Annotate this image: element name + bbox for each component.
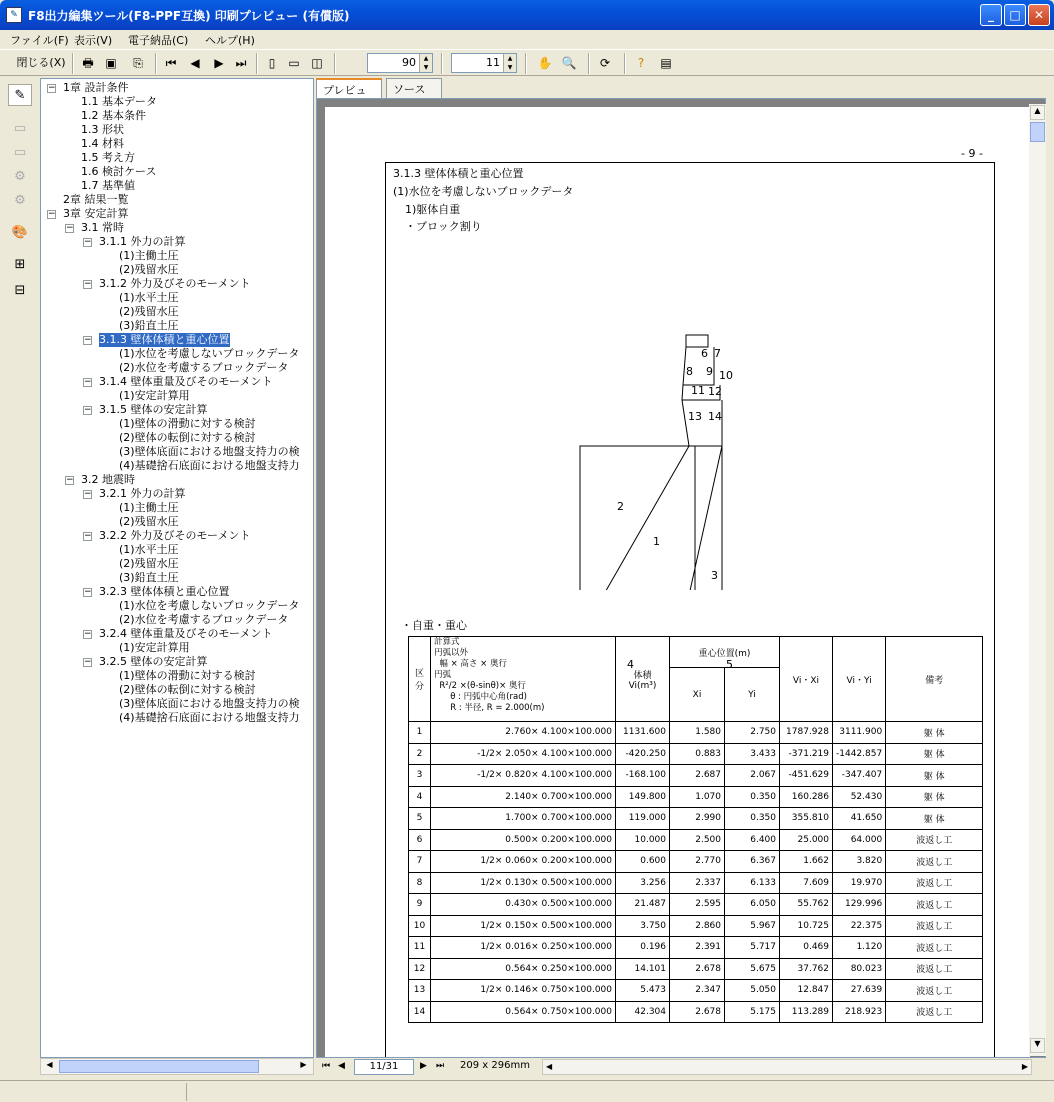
- diagram-label: 9: [706, 365, 713, 378]
- prev-page-icon[interactable]: ◀: [190, 56, 200, 70]
- table-cell: -347.407: [833, 765, 886, 787]
- table-row: [409, 765, 983, 787]
- table-cell: 2.678: [670, 958, 725, 980]
- table-cell: 119.000: [616, 808, 670, 830]
- table-cell: 2.750: [725, 722, 780, 744]
- disabled-tool-icon: ⚙: [14, 193, 26, 208]
- tree-node[interactable]: 3.2 地震時: [81, 473, 135, 486]
- table-cell: 2.687: [670, 765, 725, 787]
- tree-expand-icon[interactable]: ⊟: [14, 283, 26, 298]
- table-cell: 21.487: [616, 894, 670, 916]
- table-cell: 9: [409, 894, 431, 916]
- hand-icon[interactable]: ✋: [537, 56, 553, 70]
- table-cell: 0.469: [780, 937, 833, 959]
- tree-node[interactable]: (1)壁体の滑動に対する検討: [119, 669, 256, 682]
- table-cell: 1/2× 0.146× 0.750×100.000: [431, 980, 616, 1002]
- tree-node[interactable]: 1.3 形状: [81, 123, 124, 136]
- table-cell: 80.023: [833, 958, 886, 980]
- next-page-icon[interactable]: ▶: [420, 1061, 427, 1071]
- tree-node[interactable]: 1.6 検討ケース: [81, 165, 157, 178]
- bullet-weight-center: ・自重・重心: [401, 619, 467, 632]
- tree-collapse-toggle[interactable]: −: [48, 83, 56, 93]
- table-cell: 5.473: [616, 980, 670, 1002]
- diagram-label: 4: [627, 658, 634, 671]
- tree-node[interactable]: (2)水位を考慮するブロックデータ: [119, 613, 289, 626]
- single-page-icon[interactable]: ▯: [268, 56, 276, 70]
- menu-view[interactable]: 表示(V): [74, 34, 113, 47]
- bullet-block-division: ・ブロック割り: [405, 220, 482, 233]
- minimize-button[interactable]: _: [980, 4, 1002, 26]
- table-cell: 1.662: [780, 851, 833, 873]
- table-cell: 4: [409, 786, 431, 808]
- magnify-icon[interactable]: 🔍: [561, 56, 577, 70]
- table-row: [409, 1001, 983, 1023]
- header-note: 備考: [886, 637, 983, 722]
- tree-node[interactable]: (3)鉛直土圧: [119, 571, 179, 584]
- close-window-button[interactable]: ✕: [1028, 4, 1050, 26]
- tree-collapse-toggle[interactable]: −: [84, 587, 92, 597]
- page-width-icon[interactable]: ▭: [288, 56, 300, 70]
- tree-node[interactable]: (1)安定計算用: [119, 389, 190, 402]
- table-cell: 5.717: [725, 937, 780, 959]
- table-cell: 0.350: [725, 786, 780, 808]
- first-page-icon[interactable]: ⏮: [165, 56, 177, 70]
- diagram-label: 5: [726, 658, 733, 671]
- diagram-label: 10: [719, 369, 733, 382]
- tree-node[interactable]: 3章 安定計算: [63, 207, 129, 220]
- tree-node[interactable]: (1)主働土圧: [119, 501, 179, 514]
- print-icon[interactable]: 🖶: [82, 56, 94, 70]
- maximize-button[interactable]: □: [1004, 4, 1026, 26]
- menu-file[interactable]: ファイル(F): [10, 34, 69, 47]
- close-button[interactable]: 閉じる(X): [16, 56, 66, 69]
- table-cell: 55.762: [780, 894, 833, 916]
- tree-node[interactable]: 1.1 基本データ: [81, 95, 157, 108]
- zoom-value: 90: [402, 56, 416, 69]
- table-cell: 5.050: [725, 980, 780, 1002]
- table-cell: 2.500: [670, 829, 725, 851]
- outline-tree: [40, 78, 314, 1058]
- table-cell: 0.196: [616, 937, 670, 959]
- tab-source[interactable]: ソース: [386, 78, 442, 98]
- tree-node[interactable]: 3.2.2 外力及びそのモーメント: [99, 529, 251, 542]
- table-cell: 10: [409, 915, 431, 937]
- menu-bar: [0, 30, 1054, 49]
- prev-page-icon[interactable]: ◀: [338, 1061, 345, 1071]
- formula-line: θ : 円弧中心角(rad): [434, 692, 527, 702]
- tree-node[interactable]: (2)残留水圧: [119, 515, 179, 528]
- tree-collapse-toggle[interactable]: −: [84, 335, 92, 345]
- table-cell: 0.564× 0.250×100.000: [431, 958, 616, 980]
- tree-node[interactable]: (2)残留水圧: [119, 263, 179, 276]
- table-cell: 2.337: [670, 872, 725, 894]
- diagram-label: 7: [714, 347, 721, 360]
- diagram-label: 11: [691, 384, 705, 397]
- table-cell: 躯 体: [886, 808, 983, 830]
- style-icon[interactable]: 🎨: [11, 225, 29, 240]
- tree-collapse-toggle[interactable]: −: [84, 489, 92, 499]
- table-cell: 8: [409, 872, 431, 894]
- tree-node[interactable]: (4)基礎捨石底面における地盤支持力: [119, 459, 300, 472]
- table-row: [409, 872, 983, 894]
- table-cell: 12.847: [780, 980, 833, 1002]
- tree-node[interactable]: (3)鉛直土圧: [119, 319, 179, 332]
- formula-line: R : 半径, R = 2.000(m): [434, 703, 545, 713]
- table-cell: 2.391: [670, 937, 725, 959]
- tree-node[interactable]: 2章 結果一覧: [63, 193, 129, 206]
- table-cell: 2.860: [670, 915, 725, 937]
- table-cell: 3.256: [616, 872, 670, 894]
- table-cell: 10.725: [780, 915, 833, 937]
- window-title: F8出力編集ツール(F8-PPF互換) 印刷プレビュー (有償版): [28, 9, 350, 23]
- header-xi: Xi: [670, 668, 725, 722]
- page-indicator[interactable]: 11/31: [354, 1059, 414, 1075]
- subsection-title: (1)水位を考慮しないブロックデータ: [393, 185, 574, 198]
- table-cell: 7: [409, 851, 431, 873]
- tree-node[interactable]: 3.1.1 外力の計算: [99, 235, 186, 248]
- tree-node[interactable]: (2)壁体の転倒に対する検討: [119, 683, 256, 696]
- table-cell: -451.629: [780, 765, 833, 787]
- table-cell: 波返し工: [886, 851, 983, 873]
- tree-node[interactable]: 1.5 考え方: [81, 151, 135, 164]
- table-cell: 6: [409, 829, 431, 851]
- table-cell: 1/2× 0.150× 0.500×100.000: [431, 915, 616, 937]
- table-cell: 0.430× 0.500×100.000: [431, 894, 616, 916]
- table-cell: 113.289: [780, 1001, 833, 1023]
- table-cell: 19.970: [833, 872, 886, 894]
- tree-collapse-toggle[interactable]: −: [48, 209, 56, 219]
- table-cell: -1/2× 0.820× 4.100×100.000: [431, 765, 616, 787]
- page-navigation: [316, 1058, 1051, 1076]
- tree-node[interactable]: 3.2.4 壁体重量及びそのモーメント: [99, 627, 273, 640]
- tree-node[interactable]: (1)壁体の滑動に対する検討: [119, 417, 256, 430]
- table-cell: 2: [409, 743, 431, 765]
- table-cell: 3.750: [616, 915, 670, 937]
- scroll-right-icon[interactable]: ▶: [1021, 1062, 1028, 1071]
- table-cell: 14: [409, 1001, 431, 1023]
- table-cell: 2.067: [725, 765, 780, 787]
- menu-delivery[interactable]: 電子納品(C): [128, 34, 189, 47]
- volume-label: 体積: [633, 670, 652, 681]
- table-cell: -420.250: [616, 743, 670, 765]
- table-cell: 14.101: [616, 958, 670, 980]
- table-cell: 3111.900: [833, 722, 886, 744]
- table-row: [409, 894, 983, 916]
- menu-help[interactable]: ヘルプ(H): [205, 34, 255, 47]
- tree-node[interactable]: (1)水平土圧: [119, 543, 179, 556]
- tree-node[interactable]: (2)壁体の転倒に対する検討: [119, 431, 256, 444]
- toolbar: [0, 49, 1054, 76]
- info-icon[interactable]: ▤: [660, 56, 672, 70]
- tree-node[interactable]: 3.1.2 外力及びそのモーメント: [99, 277, 251, 290]
- table-cell: 6.400: [725, 829, 780, 851]
- table-cell: 2.678: [670, 1001, 725, 1023]
- scroll-thumb[interactable]: [1030, 122, 1045, 142]
- table-cell: 波返し工: [886, 1001, 983, 1023]
- table-cell: 0.600: [616, 851, 670, 873]
- table-cell: -1442.857: [833, 743, 886, 765]
- table-cell: 41.650: [833, 808, 886, 830]
- header-volume: [616, 637, 670, 722]
- table-cell: 1131.600: [616, 722, 670, 744]
- tree-horizontal-scrollbar[interactable]: [40, 1058, 314, 1075]
- tree-icon[interactable]: ⊞: [14, 257, 26, 272]
- table-cell: 11: [409, 937, 431, 959]
- table-cell: -168.100: [616, 765, 670, 787]
- table-cell: 27.639: [833, 980, 886, 1002]
- table-cell: 355.810: [780, 808, 833, 830]
- table-cell: 218.923: [833, 1001, 886, 1023]
- scroll-thumb[interactable]: [59, 1060, 259, 1073]
- first-page-icon[interactable]: ⏮: [322, 1061, 331, 1071]
- table-cell: 5.967: [725, 915, 780, 937]
- table-cell: 2.990: [670, 808, 725, 830]
- tree-node[interactable]: (1)安定計算用: [119, 641, 190, 654]
- tree-node[interactable]: (3)壁体底面における地盤支持力の検: [119, 697, 300, 710]
- left-toolbar: [4, 78, 34, 1078]
- table-cell: 5.175: [725, 1001, 780, 1023]
- table-cell: 波返し工: [886, 829, 983, 851]
- tree-node[interactable]: 3.1.5 壁体の安定計算: [99, 403, 208, 416]
- tree-node[interactable]: (1)主働土圧: [119, 249, 179, 262]
- formula-title: 計算式: [434, 637, 460, 647]
- header-kubun: 区分: [409, 637, 431, 722]
- help-icon[interactable]: ?: [637, 56, 645, 70]
- table-cell: 0.564× 0.750×100.000: [431, 1001, 616, 1023]
- table-row: [409, 980, 983, 1002]
- table-cell: 1.070: [670, 786, 725, 808]
- table-cell: 6.133: [725, 872, 780, 894]
- full-page-icon[interactable]: ◫: [311, 56, 323, 70]
- edit-icon[interactable]: ✎: [8, 84, 32, 106]
- table-cell: 波返し工: [886, 937, 983, 959]
- table-cell: 149.800: [616, 786, 670, 808]
- paper-size: 209 x 296mm: [460, 1060, 530, 1071]
- section-heading: 3.1.3 壁体体積と重心位置: [393, 167, 524, 180]
- export-icon[interactable]: ⎘: [133, 56, 143, 70]
- table-cell: 1/2× 0.016× 0.250×100.000: [431, 937, 616, 959]
- tab-bar: [316, 78, 1051, 98]
- table-cell: 0.350: [725, 808, 780, 830]
- diagram-label: 12: [708, 385, 722, 398]
- header-center: 重心位置(m): [670, 637, 780, 668]
- disabled-tool-icon: ▭: [13, 121, 27, 136]
- status-bar: [0, 1080, 1054, 1102]
- tree-collapse-toggle[interactable]: −: [84, 405, 92, 415]
- table-cell: -1/2× 2.050× 4.100×100.000: [431, 743, 616, 765]
- zoom-spinner[interactable]: [367, 53, 433, 73]
- table-cell: 躯 体: [886, 786, 983, 808]
- table-cell: 2.347: [670, 980, 725, 1002]
- table-cell: 42.304: [616, 1001, 670, 1023]
- table-cell: 1.120: [833, 937, 886, 959]
- header-viyi: Vi・Yi: [833, 637, 886, 722]
- table-cell: 13: [409, 980, 431, 1002]
- tree-node[interactable]: 3.2.5 壁体の安定計算: [99, 655, 208, 668]
- table-cell: 3: [409, 765, 431, 787]
- save-icon[interactable]: ▣: [105, 56, 117, 70]
- scroll-up-icon[interactable]: ▲: [1030, 105, 1045, 120]
- table-cell: 1/2× 0.130× 0.500×100.000: [431, 872, 616, 894]
- page-number: - 9 -: [961, 147, 983, 160]
- table-row: [409, 851, 983, 873]
- tree-node[interactable]: (2)水位を考慮するブロックデータ: [119, 361, 289, 374]
- volume-unit: Vi(m³): [628, 680, 657, 691]
- formula-line: 円弧: [434, 670, 452, 680]
- tree-node[interactable]: 1.4 材料: [81, 137, 124, 150]
- table-cell: 2.140× 0.700×100.000: [431, 786, 616, 808]
- table-cell: 2.595: [670, 894, 725, 916]
- page-spinner[interactable]: [451, 53, 517, 73]
- table-cell: 160.286: [780, 786, 833, 808]
- tree-collapse-toggle[interactable]: −: [84, 377, 92, 387]
- preview-vertical-scrollbar[interactable]: [1029, 104, 1046, 1056]
- table-cell: 22.375: [833, 915, 886, 937]
- tree-node[interactable]: (2)残留水圧: [119, 557, 179, 570]
- header-vixi: Vi・Xi: [780, 637, 833, 722]
- tree-node[interactable]: 1章 設計条件: [63, 81, 129, 94]
- diagram-label: 13: [688, 410, 702, 423]
- scroll-down-icon[interactable]: ▼: [1030, 1038, 1045, 1053]
- tree-collapse-toggle[interactable]: −: [84, 279, 92, 289]
- table-cell: 1.700× 0.700×100.000: [431, 808, 616, 830]
- table-row: [409, 808, 983, 830]
- table-cell: 1.580: [670, 722, 725, 744]
- tree-collapse-toggle[interactable]: −: [66, 223, 74, 233]
- tree-node[interactable]: 1.7 基準値: [81, 179, 135, 192]
- table-row: [409, 743, 983, 765]
- diagram-label: 14: [708, 410, 722, 423]
- table-row: [409, 958, 983, 980]
- block-data-table: [408, 636, 983, 1023]
- item-title: 1)躯体自重: [405, 203, 461, 216]
- header-yi: Yi: [725, 668, 780, 722]
- table-cell: 躯 体: [886, 722, 983, 744]
- formula-line: R²/2 ×(θ-sinθ)× 奥行: [434, 681, 526, 691]
- formula-line: 幅 × 高さ × 奥行: [434, 659, 507, 669]
- tree-collapse-toggle[interactable]: −: [84, 629, 92, 639]
- tab-preview[interactable]: プレビュ: [316, 78, 382, 98]
- tree-node[interactable]: 1.2 基本条件: [81, 109, 146, 122]
- table-cell: 6.367: [725, 851, 780, 873]
- refresh-icon[interactable]: ⟳: [599, 56, 611, 70]
- page-value: 11: [486, 56, 500, 69]
- table-cell: 躯 体: [886, 765, 983, 787]
- table-cell: 3.433: [725, 743, 780, 765]
- disabled-tool-icon: ⚙: [14, 169, 26, 184]
- tree-node[interactable]: (1)水位を考慮しないブロックデータ: [119, 347, 300, 360]
- table-cell: 2.760× 4.100×100.000: [431, 722, 616, 744]
- table-row: [409, 915, 983, 937]
- scroll-left-icon[interactable]: ◀: [46, 1060, 53, 1069]
- table-cell: 5: [409, 808, 431, 830]
- tree-collapse-toggle[interactable]: −: [66, 475, 74, 485]
- tree-node[interactable]: 3.1.3 壁体体積と重心位置: [99, 333, 230, 346]
- formula-line: 円弧以外: [434, 648, 469, 658]
- spin-arrows-icon[interactable]: ▲ ▼: [503, 54, 516, 72]
- tree-collapse-toggle[interactable]: −: [84, 531, 92, 541]
- diagram-label: 6: [701, 347, 708, 360]
- table-cell: 0.500× 0.200×100.000: [431, 829, 616, 851]
- table-cell: 64.000: [833, 829, 886, 851]
- app-icon: ✎: [6, 7, 22, 23]
- table-cell: 7.609: [780, 872, 833, 894]
- table-cell: 1: [409, 722, 431, 744]
- table-row: [409, 937, 983, 959]
- table-cell: 躯 体: [886, 743, 983, 765]
- last-page-icon[interactable]: ⏭: [235, 56, 247, 70]
- tree-collapse-toggle[interactable]: −: [84, 657, 92, 667]
- table-cell: 波返し工: [886, 915, 983, 937]
- table-cell: -371.219: [780, 743, 833, 765]
- table-row: [409, 829, 983, 851]
- next-page-icon[interactable]: ▶: [214, 56, 224, 70]
- tree-node[interactable]: (3)壁体底面における地盤支持力の検: [119, 445, 300, 458]
- block-diagram: [565, 235, 785, 590]
- table-cell: 6.050: [725, 894, 780, 916]
- table-cell: 3.820: [833, 851, 886, 873]
- tree-node[interactable]: (2)残留水圧: [119, 305, 179, 318]
- table-cell: 129.996: [833, 894, 886, 916]
- preview-horizontal-scrollbar[interactable]: [542, 1059, 1032, 1075]
- tree-collapse-toggle[interactable]: −: [84, 237, 92, 247]
- table-cell: 52.430: [833, 786, 886, 808]
- tree-node[interactable]: (4)基礎捨石底面における地盤支持力: [119, 711, 300, 724]
- last-page-icon[interactable]: ⏭: [436, 1061, 445, 1071]
- table-cell: 2.770: [670, 851, 725, 873]
- disabled-tool-icon: ▭: [13, 145, 27, 160]
- tree-node[interactable]: (1)水平土圧: [119, 291, 179, 304]
- table-cell: 25.000: [780, 829, 833, 851]
- tree-node[interactable]: 3.1 常時: [81, 221, 124, 234]
- preview-pane: [316, 98, 1046, 1058]
- tree-node[interactable]: 3.2.3 壁体体積と重心位置: [99, 585, 230, 598]
- table-cell: 12: [409, 958, 431, 980]
- document-page: [325, 107, 1030, 1058]
- scroll-right-icon[interactable]: ▶: [300, 1060, 307, 1069]
- tree-node[interactable]: (1)水位を考慮しないブロックデータ: [119, 599, 300, 612]
- table-cell: 1/2× 0.060× 0.200×100.000: [431, 851, 616, 873]
- table-cell: 0.883: [670, 743, 725, 765]
- diagram-label: 8: [686, 365, 693, 378]
- table-cell: 波返し工: [886, 894, 983, 916]
- table-cell: 5.675: [725, 958, 780, 980]
- spin-arrows-icon[interactable]: ▲ ▼: [419, 54, 432, 72]
- table-row: [409, 722, 983, 744]
- diagram-label: 3: [711, 569, 718, 582]
- table-cell: 波返し工: [886, 980, 983, 1002]
- table-cell: 波返し工: [886, 872, 983, 894]
- diagram-label: 2: [617, 500, 624, 513]
- table-cell: 波返し工: [886, 958, 983, 980]
- tree-node[interactable]: 3.1.4 壁体重量及びそのモーメント: [99, 375, 273, 388]
- title-bar: [0, 0, 1054, 30]
- table-cell: 37.762: [780, 958, 833, 980]
- diagram-label: 1: [653, 535, 660, 548]
- table-row: [409, 786, 983, 808]
- table-cell: 1787.928: [780, 722, 833, 744]
- scroll-left-icon[interactable]: ◀: [546, 1062, 553, 1071]
- header-formula: [431, 637, 616, 722]
- table-cell: 10.000: [616, 829, 670, 851]
- tree-node[interactable]: 3.2.1 外力の計算: [99, 487, 186, 500]
